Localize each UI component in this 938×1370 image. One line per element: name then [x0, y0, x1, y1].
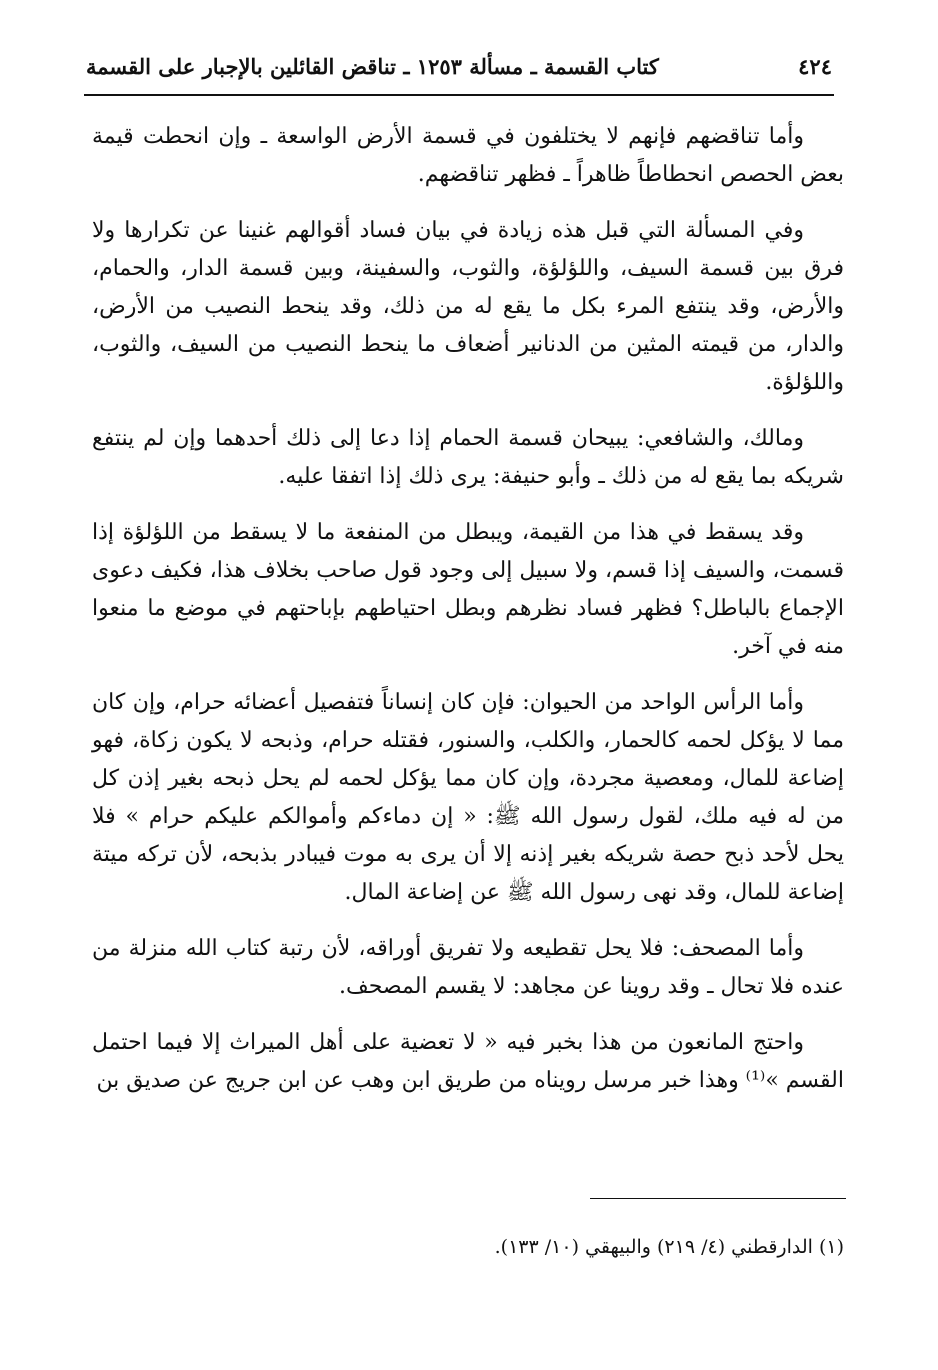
paragraph-4: وقد يسقط في هذا من القيمة، ويبطل من المنفعة ما لا يسقط من اللؤلؤة إذا قسمت، والسيف إذا قسم، ولا سبيل إلى وجود قول صاحب بخلاف هذا، فكيف دعوى الإجماع بالباطل؟ فظهر فساد نظرهم وبطل احتياطهم بإباحتهم في موضع ما منعوا منه في آخر. [92, 520, 844, 659]
main-text [92, 118, 844, 1118]
header-title: كتاب القسمة ـ مسألة ١٢٥٣ ـ تناقض القائلين بالإجبار على القسمة [86, 53, 659, 79]
paragraph-3: ومالك، والشافعي: يبيحان قسمة الحمام إذا دعا إلى ذلك أحدهما وإن لم ينتفع شريكه بما يقع له من ذلك ـ وأبو حنيفة: يرى ذلك إذا اتفقا عليه. [92, 426, 844, 489]
paragraph-1: وأما تناقضهم فإنهم لا يختلفون في قسمة الأرض الواسعة ـ وإن انحطت قيمة بعض الحصص انحطاطاً ظاهراً ـ فظهر تناقضهم. [92, 124, 844, 187]
paragraph-5: وأما الرأس الواحد من الحيوان: فإن كان إنساناً فتفصيل أعضائه حرام، وإن كان مما لا يؤكل لحمه كالحمار، والكلب، والسنور، فقتله حرام، وذبحه لا يكون زكاة، فهو إضاعة للمال، ومعصية مجردة، وإن كان مما يؤكل لحمه لم يحل ذبحه بغير إذن كل من له فيه ملك، لقول رسول الله ﷺ: « إن دماءكم وأموالكم عليكم حرام » فلا يحل لأحد ذبح حصة شريكه بغير إذنه إلا أن يرى به موت فيبادر بذبحه، لأن تركه ميتة إضاعة للمال، وقد نهى رسول الله ﷺ عن إضاعة المال. [92, 690, 844, 905]
header-divider [84, 94, 834, 96]
footnote: (١) الدارقطني (٤/ ٢١٩) والبيهقي (١٠/ ١٣٣). [494, 1236, 844, 1258]
paragraph-2: وفي المسألة التي قبل هذه زيادة في بيان فساد أقوالهم غنينا عن تكرارها ولا فرق بين قسمة السيف، واللؤلؤة، والثوب، والسفينة، وبين قسمة الدار، والحمام، والأرض، وقد ينتفع المرء بكل ما يقع له من ذلك، وقد ينحط النصيب من الأرض، والدار، من قيمته المثين من الدنانير أضعاف ما ينحط النصيب من السيف، والثوب، واللؤلؤة. [92, 218, 844, 395]
paragraph-7: واحتج المانعون من هذا بخبر فيه « لا تعضية على أهل الميراث إلا فيما احتمل القسم »⁽¹⁾ وهذا خبر مرسل رويناه من طريق ابن وهب عن ابن جريج عن صديق بن [92, 1030, 844, 1093]
paragraph-6: وأما المصحف: فلا يحل تقطيعه ولا تفريق أوراقه، لأن رتبة كتاب الله منزلة من عنده فلا تحال ـ وقد روينا عن مجاهد: لا يقسم المصحف. [92, 936, 844, 999]
footnote-divider [590, 1198, 846, 1199]
running-header [86, 44, 832, 88]
page-number: ٤٢٤ [798, 53, 832, 79]
